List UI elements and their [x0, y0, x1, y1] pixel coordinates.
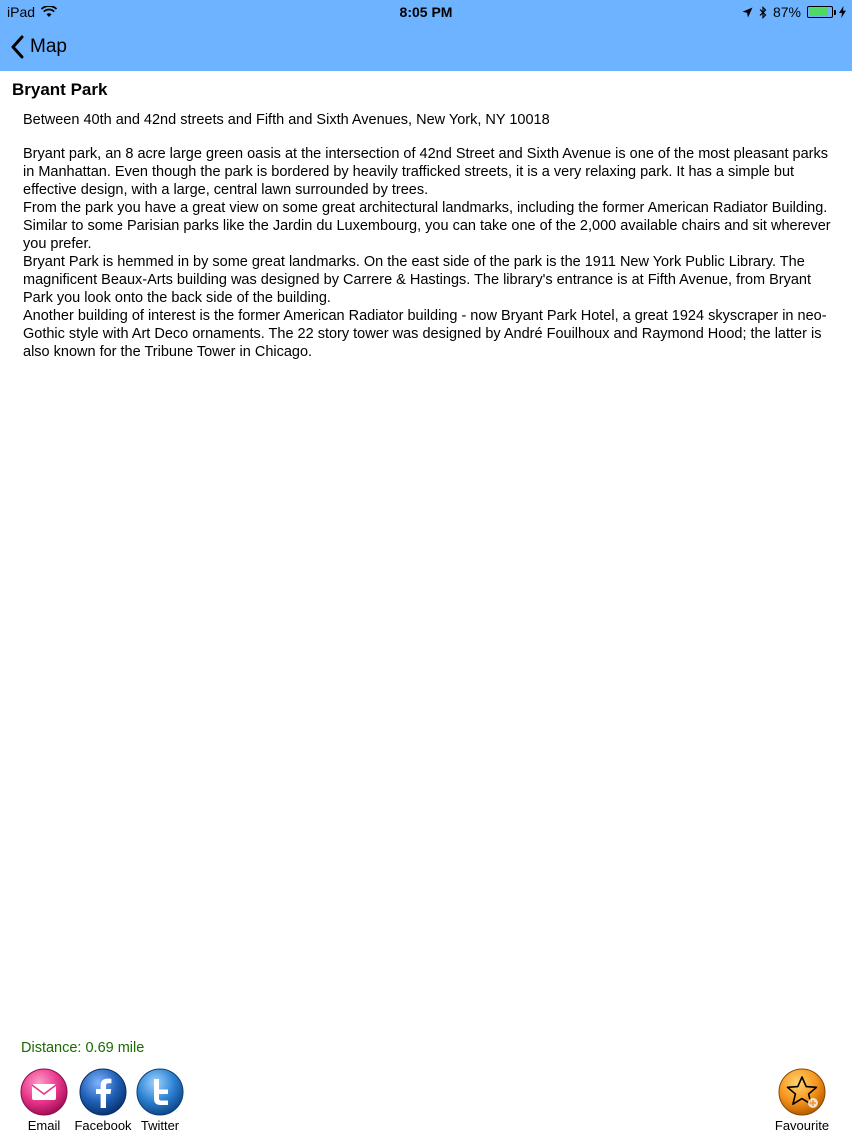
battery-level [809, 8, 828, 16]
status-bar [0, 0, 852, 24]
place-title: Bryant Park [12, 80, 108, 99]
facebook-label: Facebook [74, 1118, 132, 1133]
navigation-header [0, 0, 852, 71]
email-icon [20, 1068, 68, 1116]
favourite-button[interactable] [771, 1068, 833, 1136]
chevron-left-icon [10, 35, 24, 59]
facebook-button[interactable] [72, 1068, 134, 1136]
twitter-label: Twitter [140, 1118, 180, 1133]
description-paragraph: Bryant park, an 8 acre large green oasis at the intersection of 42nd Street and Sixth Avenue is one of the most pleasant parks in Manhattan. Even though the park is bordered by heavily trafficked streets, it is a very relaxing park. It has a simple but effective design, with a large, central lawn surrounded by trees. [23, 146, 828, 198]
distance-label: Distance: 0.69 mile [21, 1040, 145, 1056]
description-paragraph: Another building of interest is the former American Radiator building - now Bryant Park Hotel, a great 1924 skyscraper in neo-Gothic style with Art Deco ornaments. The 22 story tower was designed by André Fouilhoux and Raymond Hood; the latter is also known for the Tribune Tower in Chicago. [23, 308, 827, 360]
place-address: Between 40th and 42nd streets and Fifth and Sixth Avenues, New York, NY 10018 [23, 112, 550, 128]
battery-icon [807, 6, 833, 18]
back-button-label: Map [30, 36, 67, 57]
email-label: Email [27, 1118, 61, 1133]
place-description [23, 145, 838, 361]
bluetooth-icon [759, 6, 767, 19]
email-button[interactable] [13, 1068, 75, 1136]
back-button[interactable] [10, 33, 67, 61]
battery-percentage: 87% [772, 4, 801, 20]
facebook-icon [79, 1068, 127, 1116]
favourite-label: Favourite [774, 1118, 830, 1133]
status-time: 8:05 PM [399, 4, 453, 20]
twitter-button[interactable] [129, 1068, 191, 1136]
twitter-icon [136, 1068, 184, 1116]
description-paragraph: From the park you have a great view on some great architectural landmarks, including the former American Radiator Building. Similar to some Parisian parks like the Jardin du Luxembourg, you can take one of the 2,000 available chairs and sit wherever you prefer. [23, 200, 831, 252]
description-paragraph: Bryant Park is hemmed in by some great landmarks. On the east side of the park is the 1911 New York Public Library. The magnificent Beaux-Arts building was designed by Carrere & Hastings. The library's entrance is at Fifth Avenue, from Bryant Park you look onto the back side of the building. [23, 254, 812, 306]
star-icon [778, 1068, 826, 1116]
status-right [742, 4, 846, 20]
device-name: iPad [7, 4, 36, 20]
location-arrow-icon [742, 7, 753, 18]
charging-bolt-icon [839, 6, 846, 18]
